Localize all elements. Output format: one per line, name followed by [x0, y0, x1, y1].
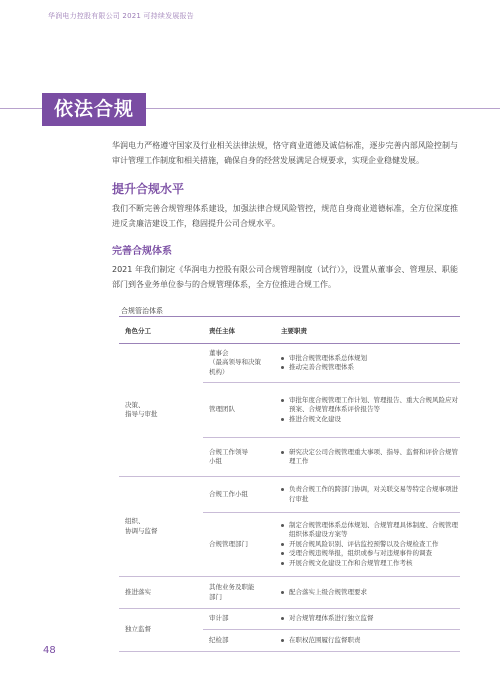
role-line: 指导与审批: [125, 410, 158, 418]
subject-cell: [203, 609, 269, 630]
duties-cell: [269, 438, 460, 477]
duties-list: [281, 354, 460, 373]
duty-item: 审批年度合规管理工作计划、管理报告、重大合规风险应对预案、合规管理体系评价报告等: [281, 396, 460, 415]
page-title-bar: [0, 93, 500, 126]
duty-item: 开展合规文化建设工作和合规管理工作考核: [281, 559, 460, 569]
table-body: [119, 344, 460, 652]
section-paragraph: 我们不断完善合规管理体系建设，加强法律合规风险管控，规范自身商业道德标准，全方位深度推进反贪廉洁建设工作，稳固提升公司合规水平。: [112, 204, 458, 228]
page-title: 依法合规: [42, 93, 146, 126]
header-role: 角色分工: [119, 317, 203, 344]
duty-item: 研究决定公司合规管理重大事项、指导、监督和评价合规管理工作: [281, 448, 460, 467]
duties-list: [281, 448, 460, 467]
table-row: [119, 609, 460, 630]
duty-item: 配合落实上级合规管理要求: [281, 588, 460, 598]
duty-item: 负责合规工作的跨部门协调，对关联交易等特定合规事项进行审批: [281, 485, 460, 504]
subsection-heading: 完善合规体系: [112, 246, 172, 257]
role-line: 组织、: [125, 517, 145, 525]
duties-list: [281, 396, 460, 425]
role-line: 协调与监督: [125, 526, 158, 535]
table-row: [119, 577, 460, 609]
duties-cell: [269, 577, 460, 609]
header-duties: 主要职责: [269, 317, 460, 344]
duty-item: 受理合规违规举报，组织或参与对违规事件的调查: [281, 549, 460, 559]
page-number: 48: [43, 645, 56, 656]
subject-cell: [203, 344, 269, 383]
subject-cell: [203, 577, 269, 609]
duties-list: [281, 485, 460, 504]
table-header-row: [119, 317, 460, 344]
subject-cell: [203, 383, 269, 438]
duty-item: 对合规管理体系进行独立监督: [281, 614, 460, 624]
subject-line: 合规管理部门: [209, 539, 248, 548]
table-row: [119, 477, 460, 513]
duties-cell: [269, 609, 460, 630]
duty-item: 开展合规风险识别、评估监控预警以及合规检查工作: [281, 540, 460, 550]
duties-list: [281, 614, 460, 624]
subject-line: 管理团队: [209, 405, 235, 414]
subject-cell: [203, 477, 269, 513]
subject-line: 董事会: [209, 348, 229, 357]
subject-line: 合规工作领导: [209, 447, 248, 456]
subject-line: 其他业务及职能: [209, 583, 255, 591]
subject-line: （最高领导和决策: [209, 358, 261, 367]
role-line: 决策、: [125, 400, 145, 409]
role-line: 独立监督: [125, 625, 151, 634]
subject-cell: [203, 438, 269, 477]
duties-cell: [269, 477, 460, 513]
duty-item: 审批合规管理体系总体规划: [281, 354, 460, 364]
duties-cell: [269, 513, 460, 577]
subsection-paragraph: 2021 年我们制定《华润电力控股有限公司合规管理制度（试行）》，设置从董事会、管理层、职能部门到各业务单位参与的合规管理体系，全方位推进合规工作。: [112, 265, 458, 289]
subject-line: 审计部: [209, 614, 229, 623]
table-row: [119, 344, 460, 383]
duty-item: 推进合规文化建设: [281, 415, 460, 425]
subject-cell: [203, 513, 269, 577]
subject-line: 合规工作小组: [209, 489, 248, 498]
subject-line: 机构）: [209, 367, 229, 376]
subject-line: 部门: [209, 592, 222, 601]
duties-list: [281, 521, 460, 569]
duty-item: 推动完善合规管理体系: [281, 363, 460, 373]
report-header: 华润电力控股有限公司 2021 可持续发展报告: [48, 12, 194, 20]
subject-line: 小组: [209, 457, 222, 465]
duty-item: 制定合规管理体系总体规划、合规管理具体制度、合规管理组织体系建设方案等: [281, 521, 460, 540]
duties-cell: [269, 630, 460, 652]
role-cell: [119, 344, 203, 477]
role-cell: [119, 577, 203, 609]
duty-item: 在职权范围履行监督职责: [281, 636, 460, 646]
role-cell: [119, 477, 203, 577]
role-line: 推进落实: [125, 587, 151, 596]
duties-cell: [269, 383, 460, 438]
role-cell: [119, 609, 203, 652]
table-title: 合规管治体系: [121, 307, 163, 315]
subject-line: 纪检部: [209, 635, 229, 644]
section-heading: 提升合规水平: [112, 182, 185, 196]
subject-cell: [203, 630, 269, 652]
intro-paragraph: 华润电力严格遵守国家及行业相关法律法规，恪守商业道德及诚信标准，逐步完善内部风险控制与审计管理工作制度和相关措施，确保自身的经营发展满足合规要求，实现企业稳健发展。: [112, 141, 458, 165]
governance-table: [119, 316, 460, 652]
duties-cell: [269, 344, 460, 383]
duties-list: [281, 636, 460, 646]
header-subject: 责任主体: [203, 317, 269, 344]
duties-list: [281, 588, 460, 598]
